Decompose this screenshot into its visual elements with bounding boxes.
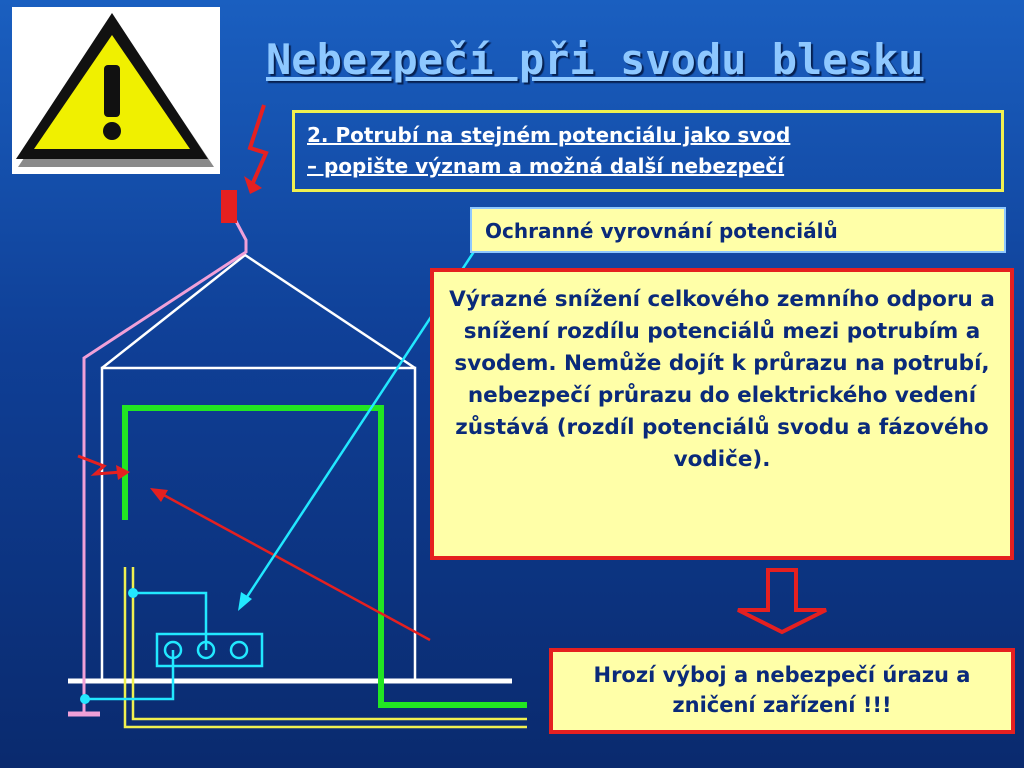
subtitle-line-2: – popište význam a možná další nebezpečí — [307, 154, 785, 178]
result-box: Hrozí výboj a nebezpečí úrazu a zničení zařízení !!! — [549, 648, 1015, 734]
lightning-bolt-icon — [250, 105, 266, 185]
subtitle-line-1: 2. Potrubí na stejném potenciálu jako svod — [307, 123, 791, 147]
red-arrow — [160, 493, 430, 640]
page-title: Nebezpečí při svodu blesku — [266, 35, 924, 84]
explanation-box: Výrazné snížení celkového zemního odporu a snížení rozdílu potenciálů mezi potrubím a svodem. Nemůže dojít k průrazu na potrubí, nebezpečí průrazu do elektrického vedení zůstává (rozdíl potenciálů svodu a fázového vodiče). — [430, 268, 1014, 560]
air-terminal — [221, 190, 237, 223]
down-arrow-icon — [738, 570, 826, 632]
power-line-inner — [133, 567, 527, 719]
equalization-label: Ochranné vyrovnání potenciálů — [470, 207, 1006, 253]
lightning-conductor — [84, 210, 246, 712]
task-subtitle-box — [292, 110, 1004, 192]
building-outline — [102, 255, 415, 680]
